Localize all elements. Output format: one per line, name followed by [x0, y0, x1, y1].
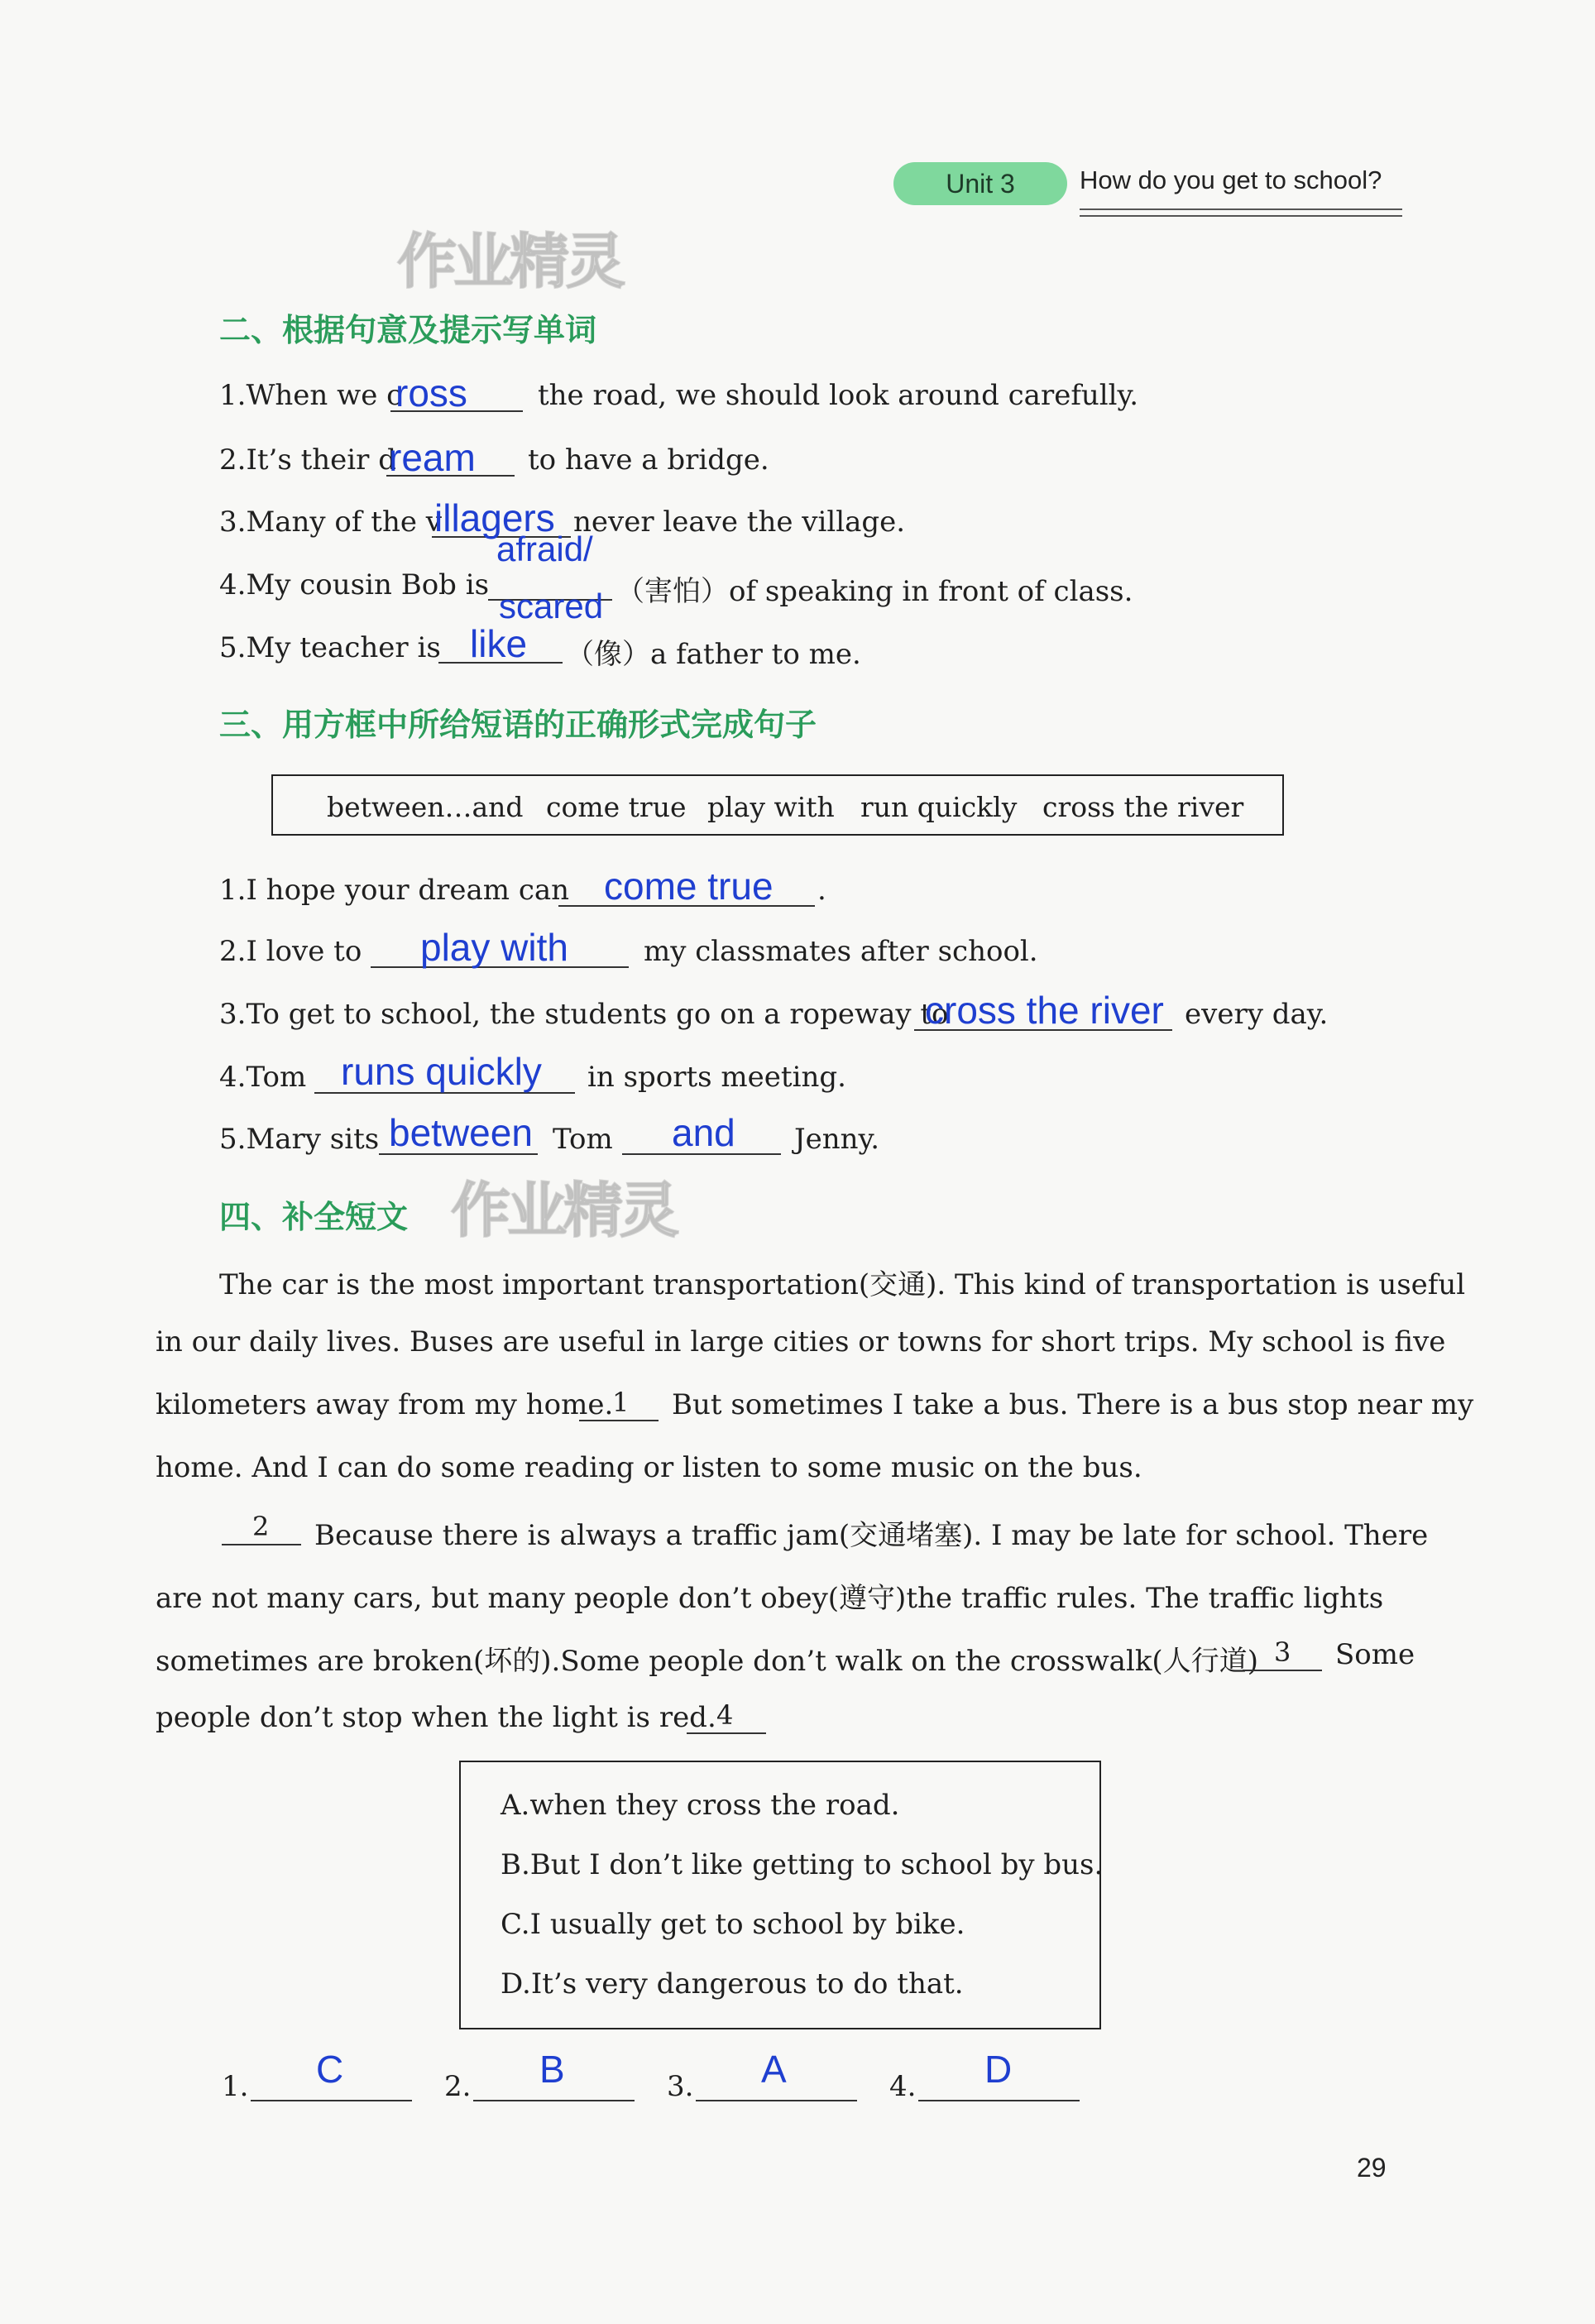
question-prefix: 5.My teacher is	[219, 631, 441, 664]
phrase-option: come true	[546, 791, 687, 823]
question-prefix: 1.I hope your dream can	[219, 874, 570, 907]
passage-line: The car is the most important transportation(交通). This kind of transportation is useful	[219, 1268, 1466, 1301]
question-prefix: 3.Many of the v	[219, 506, 442, 539]
handwritten-answer: come true	[604, 865, 774, 908]
handwritten-answer: cross the river	[925, 989, 1164, 1032]
passage-blank	[687, 1732, 766, 1734]
passage-line: people don’t stop when the light is red.	[156, 1701, 716, 1734]
header-rule	[1080, 215, 1402, 217]
passage-line: Because there is always a traffic jam(交通堵塞). I may be late for school. There	[314, 1519, 1429, 1552]
question-suffix: Jenny.	[794, 1123, 880, 1156]
handwritten-answer: ross	[395, 371, 467, 414]
option-a: A.when they cross the road.	[501, 1789, 900, 1822]
passage-line: in our daily lives. Buses are useful in large cities or towns for short trips. My school is five	[156, 1325, 1446, 1358]
handwritten-answer: illagers	[434, 496, 555, 539]
passage-line: sometimes are broken(坏的).Some people don’t walk on the crosswalk(人行道)	[156, 1645, 1258, 1678]
answer-blank	[251, 2100, 412, 2101]
phrase-option: cross the river	[1042, 791, 1244, 823]
question-prefix: 4.My cousin Bob is	[219, 568, 490, 601]
question-suffix: to have a bridge.	[528, 443, 769, 477]
answer-number: 4.	[889, 2070, 917, 2103]
question-suffix: .	[817, 874, 826, 907]
blank-number: 2	[252, 1511, 270, 1542]
phrase-box	[271, 774, 1284, 836]
watermark: 作业精灵	[451, 1176, 677, 1245]
section-title: 三、用方框中所给短语的正确形式完成句子	[219, 707, 817, 743]
handwritten-answer: between	[389, 1111, 533, 1154]
option-b: B.But I don’t like getting to school by bus.	[501, 1848, 1104, 1881]
passage-blank	[1243, 1670, 1322, 1671]
phrase-option: between…and	[327, 791, 524, 823]
question-prefix: 5.Mary sits	[219, 1123, 380, 1156]
question-suffix: in sports meeting.	[587, 1061, 846, 1094]
question-prefix: 1.When we c	[219, 379, 403, 412]
handwritten-answer: C	[316, 2048, 344, 2091]
handwritten-answer: afraid/	[496, 529, 593, 568]
header-rule	[1080, 208, 1402, 210]
passage-line: Some	[1335, 1638, 1415, 1671]
option-d: D.It’s very dangerous to do that.	[501, 1967, 964, 2001]
question-suffix: my classmates after school.	[644, 935, 1038, 968]
question-suffix: （像）a father to me.	[566, 638, 861, 671]
option-c: C.I usually get to school by bike.	[501, 1908, 965, 1941]
handwritten-answer: ream	[389, 436, 476, 479]
answer-blank	[473, 2100, 635, 2101]
section-title: 二、根据句意及提示写单词	[219, 312, 597, 348]
question-suffix: every day.	[1185, 998, 1329, 1031]
handwritten-answer: runs quickly	[341, 1050, 542, 1093]
blank-number: 1	[612, 1387, 630, 1418]
page-number: 29	[1357, 2153, 1387, 2183]
handwritten-answer: D	[984, 2048, 1013, 2091]
answer-number: 1.	[222, 2070, 249, 2103]
handwritten-answer: like	[470, 622, 528, 665]
passage-blank	[222, 1544, 301, 1545]
question-prefix: 4.Tom	[219, 1061, 307, 1094]
phrase-option: run quickly	[860, 791, 1018, 823]
question-suffix: never leave the village.	[573, 506, 906, 539]
handwritten-answer: play with	[420, 926, 568, 969]
options-box	[459, 1761, 1104, 2029]
blank-number: 3	[1274, 1636, 1291, 1668]
passage-line: kilometers away from my home.	[156, 1388, 614, 1421]
question-prefix: 2.It’s their d	[219, 443, 396, 477]
handwritten-answer: scared	[499, 587, 604, 625]
watermark: 作业精灵	[397, 227, 623, 296]
section-title: 四、补全短文	[219, 1199, 409, 1235]
unit-title: How do you get to school?	[1080, 165, 1382, 194]
handwritten-answer: B	[539, 2048, 565, 2091]
unit-badge: Unit 3	[893, 162, 1067, 205]
handwritten-answer: A	[761, 2048, 787, 2091]
question-suffix: the road, we should look around carefully.	[538, 379, 1139, 412]
passage-blank	[579, 1420, 659, 1421]
answer-blank	[696, 2100, 857, 2101]
answer-number: 3.	[667, 2070, 694, 2103]
passage-line: home. And I can do some reading or listen to some music on the bus.	[156, 1451, 1142, 1484]
phrase-option: play with	[707, 791, 835, 823]
question-prefix: 2.I love to	[219, 935, 362, 968]
answer-blank	[918, 2100, 1080, 2101]
answer-number: 2.	[444, 2070, 472, 2103]
question-text: Tom	[553, 1123, 613, 1156]
passage-line: are not many cars, but many people don’t obey(遵守)the traffic rules. The traffic lights	[156, 1582, 1384, 1615]
blank-number: 4	[716, 1699, 734, 1731]
question-suffix: （害怕）of speaking in front of class.	[616, 575, 1133, 608]
passage-line: But sometimes I take a bus. There is a bus stop near my	[672, 1388, 1474, 1421]
handwritten-answer: and	[672, 1111, 735, 1154]
question-prefix: 3.To get to school, the students go on a ropeway to	[219, 998, 949, 1031]
